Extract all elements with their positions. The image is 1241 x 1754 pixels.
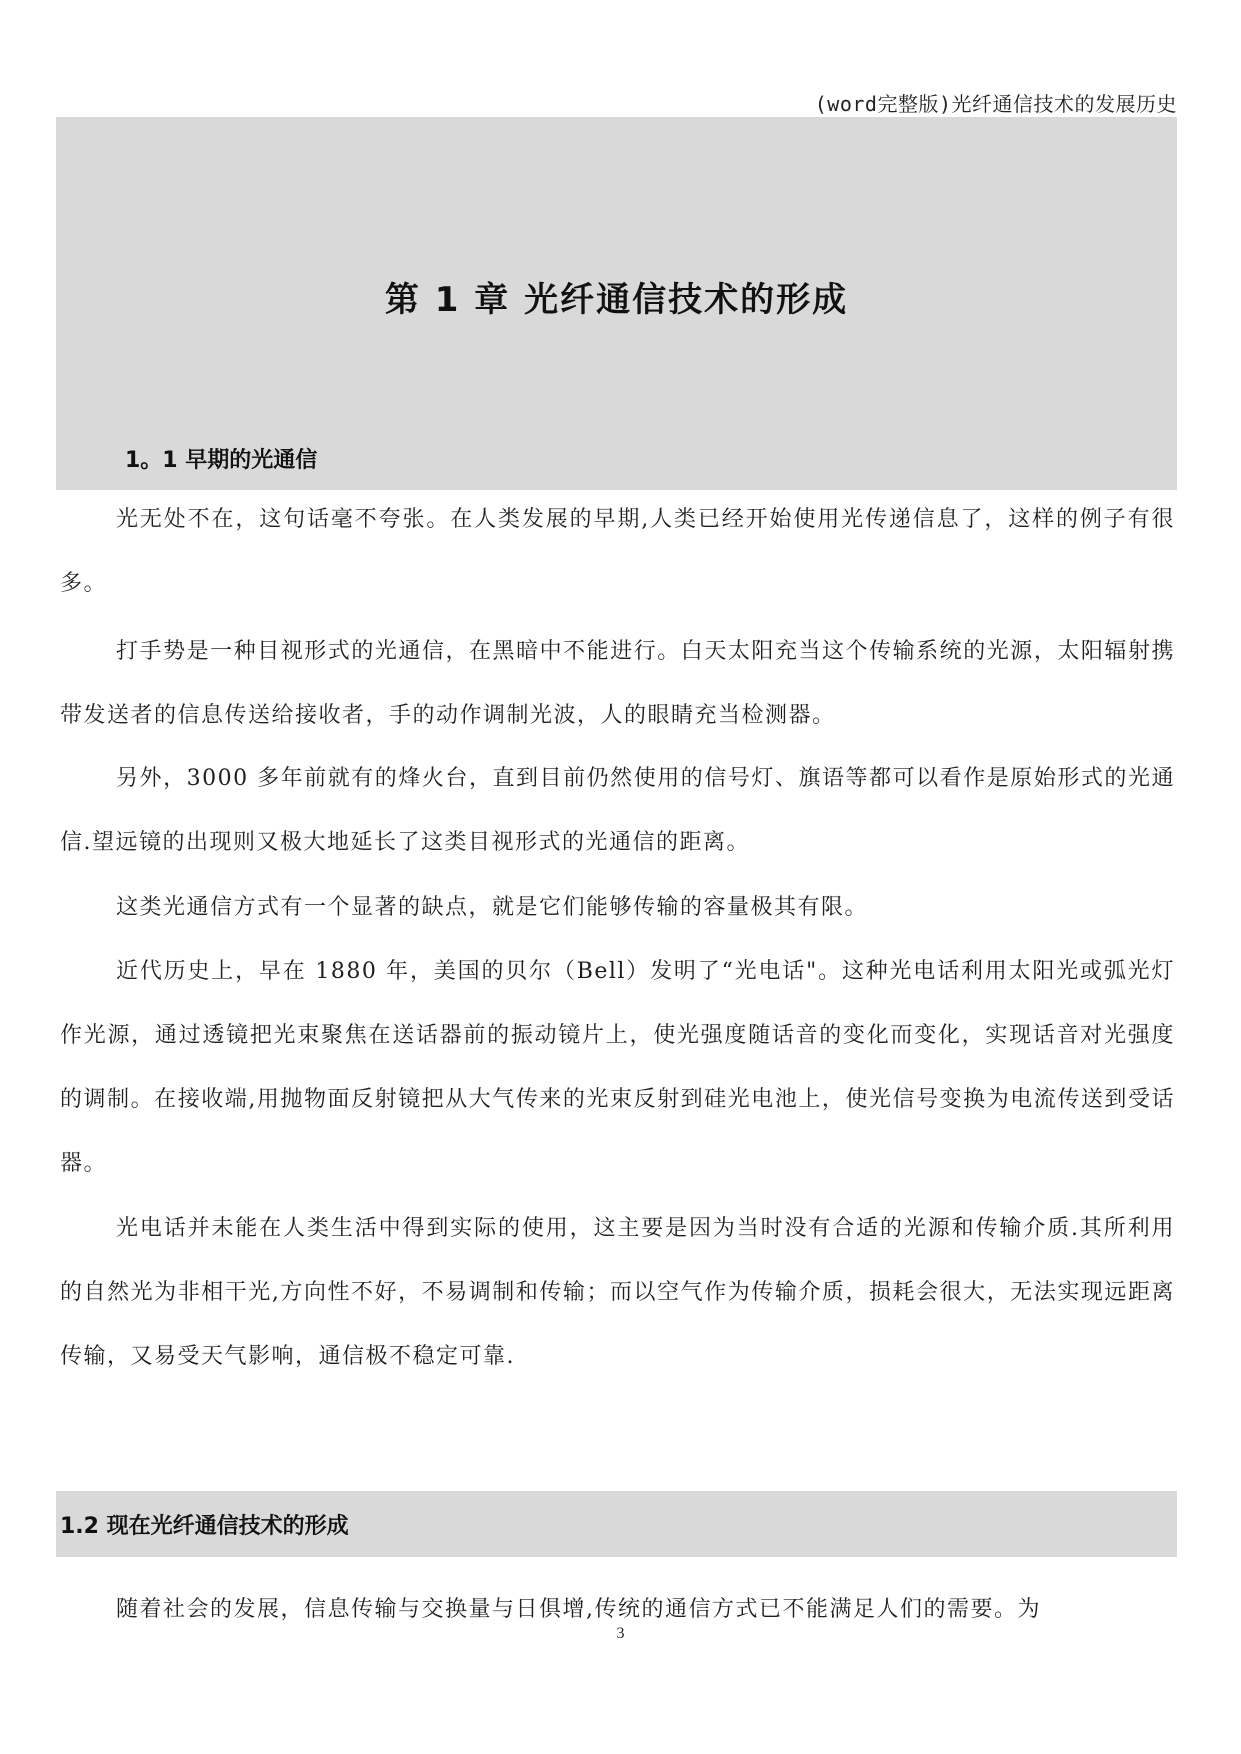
section-heading-1-2: 1.2 现在光纤通信技术的形成	[60, 1514, 349, 1539]
chapter-title: 第 1 章 光纤通信技术的形成	[384, 280, 849, 320]
running-header: (word完整版)光纤通信技术的发展历史	[814, 92, 1177, 116]
page-number: 3	[616, 1625, 625, 1642]
section-heading-1-1: 1。1 早期的光通信	[125, 448, 318, 473]
paragraph-4: 这类光通信方式有一个显著的缺点，就是它们能够传输的容量极其有限。	[116, 895, 869, 920]
paragraph-6: 光电话并未能在人类生活中得到实际的使用，这主要是因为当时没有合适的光源和传输介质.其所利用的自然光为非相干光,方向性不好，不易调制和传输；而以空气作为传输介质，损耗会很大，无法实现远距离传输，又易受天气影响，通信极不稳定可靠.	[60, 1216, 1175, 1369]
paragraph-5: 近代历史上，早在 1880 年，美国的贝尔（Bell）发明了“光电话"。这种光电话利用太阳光或弧光灯作光源，通过透镜把光束聚焦在送话器前的振动镜片上，使光强度随话音的变化而变化，实现话音对光强度的调制。在接收端,用抛物面反射镜把从大气传来的光束反射到硅光电池上，使光信号变换为电流传送到受话器。	[60, 959, 1175, 1176]
paragraph-1: 光无处不在，这句话毫不夸张。在人类发展的早期,人类已经开始使用光传递信息了，这样的例子有很多。	[60, 507, 1175, 596]
paragraph-7: 随着社会的发展，信息传输与交换量与日俱增,传统的通信方式已不能满足人们的需要。为	[116, 1597, 1041, 1622]
paragraph-3: 另外，3000 多年前就有的烽火台，直到目前仍然使用的信号灯、旗语等都可以看作是原始形式的光通信.望远镜的出现则又极大地延长了这类目视形式的光通信的距离。	[60, 766, 1175, 855]
paragraph-2: 打手势是一种目视形式的光通信，在黑暗中不能进行。白天太阳充当这个传输系统的光源，太阳辐射携带发送者的信息传送给接收者，手的动作调制光波，人的眼睛充当检测器。	[60, 639, 1175, 728]
